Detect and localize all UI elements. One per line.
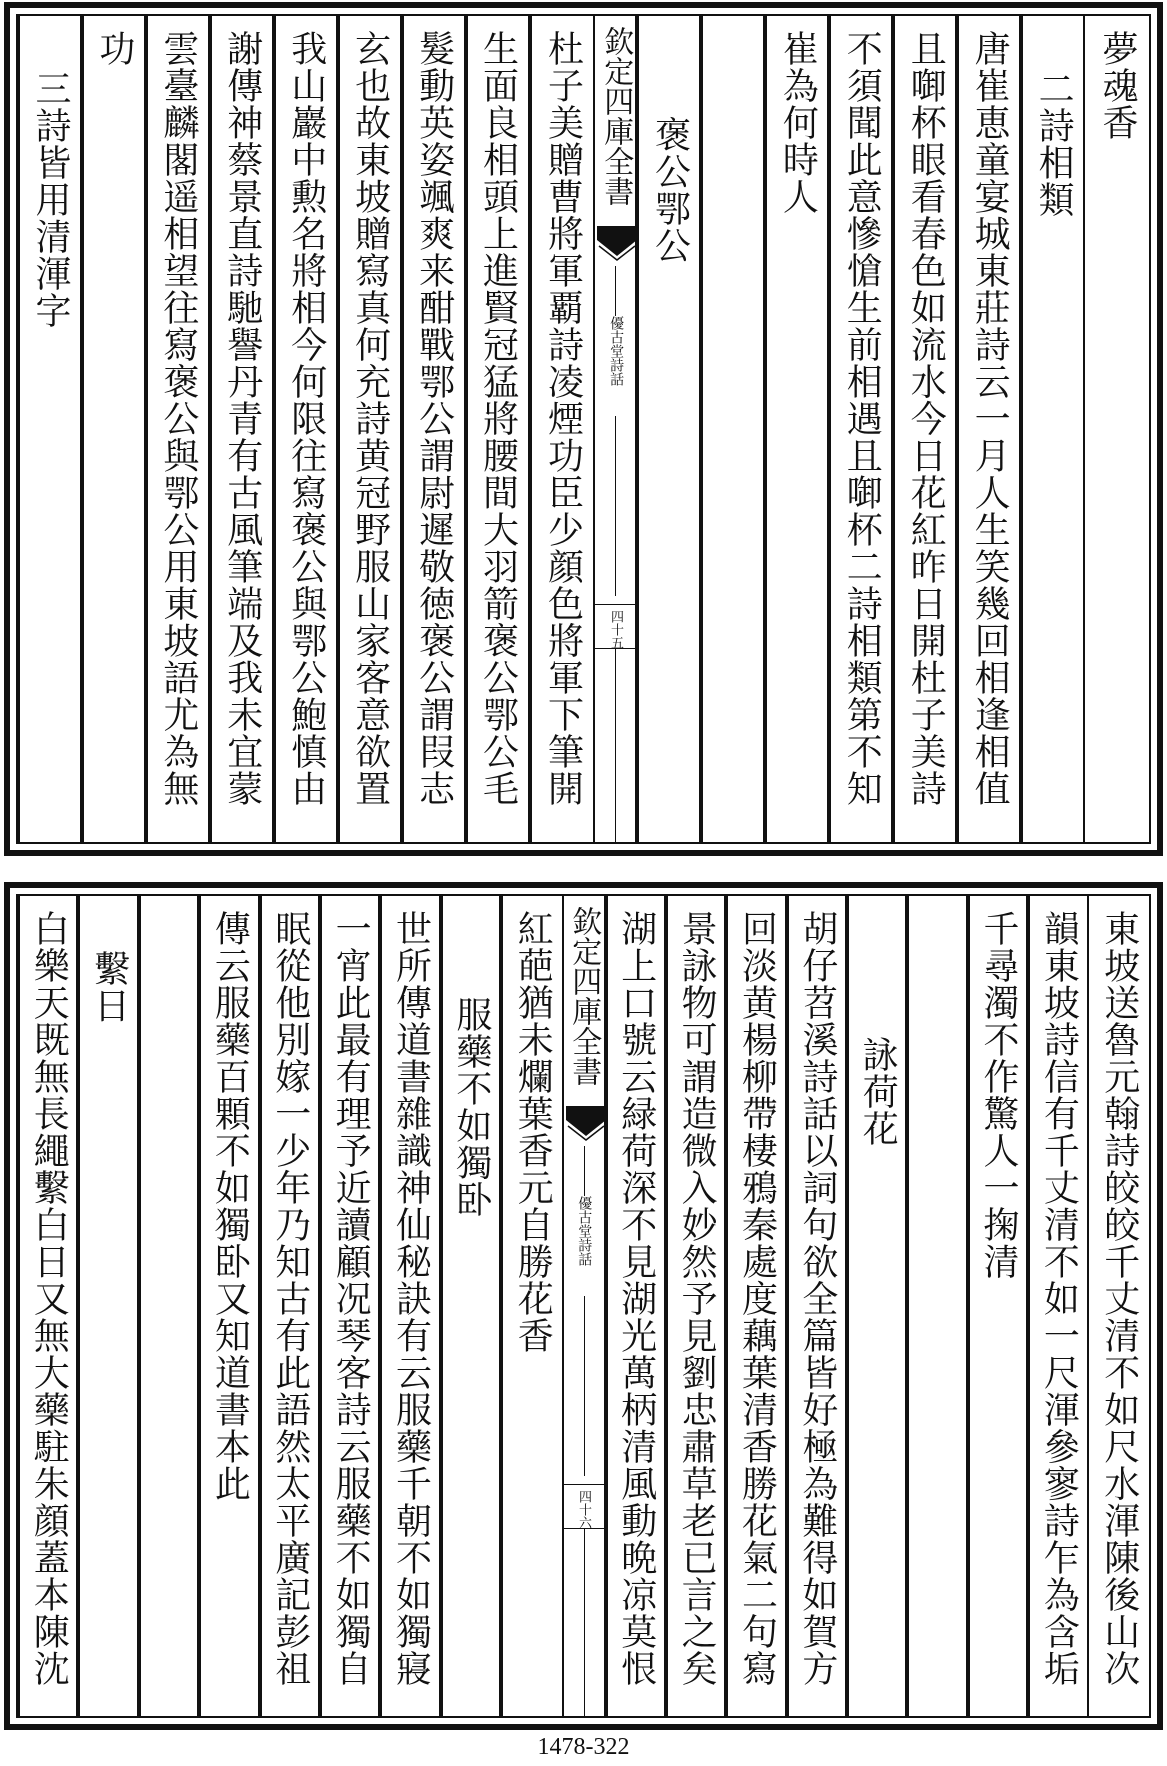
top-column-text: 崔為何時人 (777, 30, 819, 215)
top-fish-tail-icon (597, 226, 637, 266)
bottom-text-column (787, 896, 847, 1716)
top-header-rule (615, 416, 616, 596)
top-header-page-label: 四十五 (607, 610, 623, 649)
top-header-rule (615, 266, 616, 316)
top-column-text: 生面良相頭上進賢冠猛將腰間大羽箭褒公鄂公毛 (477, 30, 519, 807)
bottom-column-text: 白樂天既無長繩繫白日又無大藥駐朱顔蓋本陳沈 (28, 910, 70, 1687)
top-header-title: 欽定四庫全書 (598, 26, 634, 206)
bottom-column-text: 世所傳道書雜識神仙秘訣有云服藥千朝不如獨寢 (390, 910, 432, 1687)
bottom-text-column (139, 896, 199, 1716)
bottom-text-column (968, 896, 1028, 1716)
bottom-text-column (666, 896, 726, 1716)
bottom-header-rule (584, 1528, 585, 1716)
top-header-subtitle: 優古堂詩話 (608, 316, 625, 386)
top-text-column (210, 16, 274, 842)
top-text-column (1021, 16, 1085, 842)
bottom-header-page-label: 四十六 (576, 1490, 591, 1529)
bottom-page-panel (4, 882, 1163, 1730)
top-text-column (146, 16, 210, 842)
top-text-column (1085, 16, 1149, 842)
top-column-text: 三詩皆用清渾字 (29, 70, 71, 329)
top-text-column (893, 16, 957, 842)
bottom-header-divider (564, 1484, 604, 1485)
bottom-column-text: 韻東坡詩信有千丈清不如一尺渾參寥詩乍為含垢 (1038, 910, 1080, 1687)
top-text-column (82, 16, 146, 842)
top-header-rule (615, 648, 616, 842)
top-text-column (637, 16, 701, 842)
bottom-column-text: 回淡黄楊柳帶棲鴉秦處度藕葉清香勝花氣二句寫 (736, 910, 778, 1687)
bottom-text-column (380, 896, 440, 1716)
bottom-column-text: 湖上口號云緑荷深不見湖光萬柄清風動晩凉莫恨 (615, 910, 657, 1687)
top-text-column (829, 16, 893, 842)
bottom-column-text: 服藥不如獨卧 (450, 996, 492, 1218)
top-column-text: 髮動英姿颯爽来酣戰鄂公謂尉遲敬徳褒公謂叚志 (413, 30, 455, 807)
bottom-text-column (1028, 896, 1088, 1716)
top-text-column (957, 16, 1021, 842)
top-column-text: 謝傳神蔡景直詩馳譽丹青有古風筆端及我未宜蒙 (221, 30, 263, 807)
top-page-panel (4, 2, 1163, 856)
bottom-text-column (726, 896, 786, 1716)
bottom-text-column (907, 896, 967, 1716)
top-column-text: 夢魂香 (1097, 30, 1139, 141)
top-text-column (338, 16, 402, 842)
bottom-text-column (18, 896, 78, 1716)
bottom-text-column (501, 896, 561, 1716)
top-column-text: 且啣杯眼看春色如流水今日花紅昨日開杜子美詩 (905, 30, 947, 807)
top-text-column (18, 16, 82, 842)
top-text-column (274, 16, 338, 842)
top-column-text: 杜子美贈曹將軍覇詩凌煙功臣少顔色將軍下筆開 (542, 30, 584, 807)
bottom-column-text: 千尋濁不作驚人一掬清 (978, 910, 1020, 1280)
bottom-text-column (199, 896, 259, 1716)
top-text-column (701, 16, 765, 842)
bottom-text-column (1089, 896, 1149, 1716)
bottom-column-text: 景詠物可謂造微入妙然予見劉忠肅草老已言之矣 (676, 910, 718, 1687)
bottom-page-frame (16, 894, 1151, 1718)
bottom-text-column (78, 896, 138, 1716)
bottom-header-subtitle: 優古堂詩話 (576, 1196, 593, 1266)
bottom-text-column (441, 896, 501, 1716)
bottom-text-column (847, 896, 907, 1716)
bottom-text-column (260, 896, 320, 1716)
bottom-text-column (320, 896, 380, 1716)
bottom-header-title: 欽定四庫全書 (566, 906, 602, 1086)
page-number: 1478-322 (537, 1734, 630, 1760)
bottom-column-text: 繫日 (88, 950, 130, 1024)
top-text-column (466, 16, 530, 842)
top-text-column (765, 16, 829, 842)
bottom-text-column (606, 896, 666, 1716)
bottom-center-header (562, 896, 606, 1716)
bottom-column-text: 眠從他別嫁一少年乃知古有此語然太平廣記彭祖 (269, 910, 311, 1687)
bottom-column-text: 詠荷花 (857, 1036, 899, 1147)
top-column-text: 不須聞此意慘愴生前相遇且啣杯二詩相類第不知 (841, 30, 883, 807)
top-column-text: 褒公鄂公 (649, 116, 691, 264)
bottom-header-rule (584, 1146, 585, 1196)
top-center-header (593, 16, 637, 842)
top-text-column (530, 16, 594, 842)
bottom-fish-tail-icon (566, 1106, 606, 1146)
top-column-text: 二詩相類 (1033, 70, 1075, 218)
bottom-header-rule (584, 1296, 585, 1476)
bottom-column-text: 一宵此最有理予近讀顧况琴客詩云服藥不如獨自 (330, 910, 372, 1687)
bottom-column-text: 胡仔苕溪詩話以詞句欲全篇皆好極為難得如賀方 (796, 910, 838, 1687)
top-column-text: 我山巖中勲名將相今何限往寫褒公與鄂公鮑慎由 (285, 30, 327, 807)
top-text-column (402, 16, 466, 842)
top-header-divider (595, 604, 635, 605)
bottom-column-text: 東坡送魯元翰詩皎皎千丈清不如尺水渾陳後山次 (1098, 910, 1140, 1687)
top-column-text: 功 (93, 30, 135, 67)
top-page-frame (16, 14, 1151, 844)
bottom-column-text: 紅葩猶未爛葉香元自勝花香 (512, 910, 554, 1354)
top-column-text: 唐崔恵童宴城東莊詩云一月人生笑幾回相逢相值 (969, 30, 1011, 807)
top-column-text: 雲臺麟閣遥相望往寫褒公與鄂公用東坡語尤為無 (157, 30, 199, 807)
top-column-text: 玄也故東坡贈寫真何充詩黄冠野服山家客意欲置 (349, 30, 391, 807)
bottom-column-text: 傳云服藥百顆不如獨卧又知道書本此 (209, 910, 251, 1502)
